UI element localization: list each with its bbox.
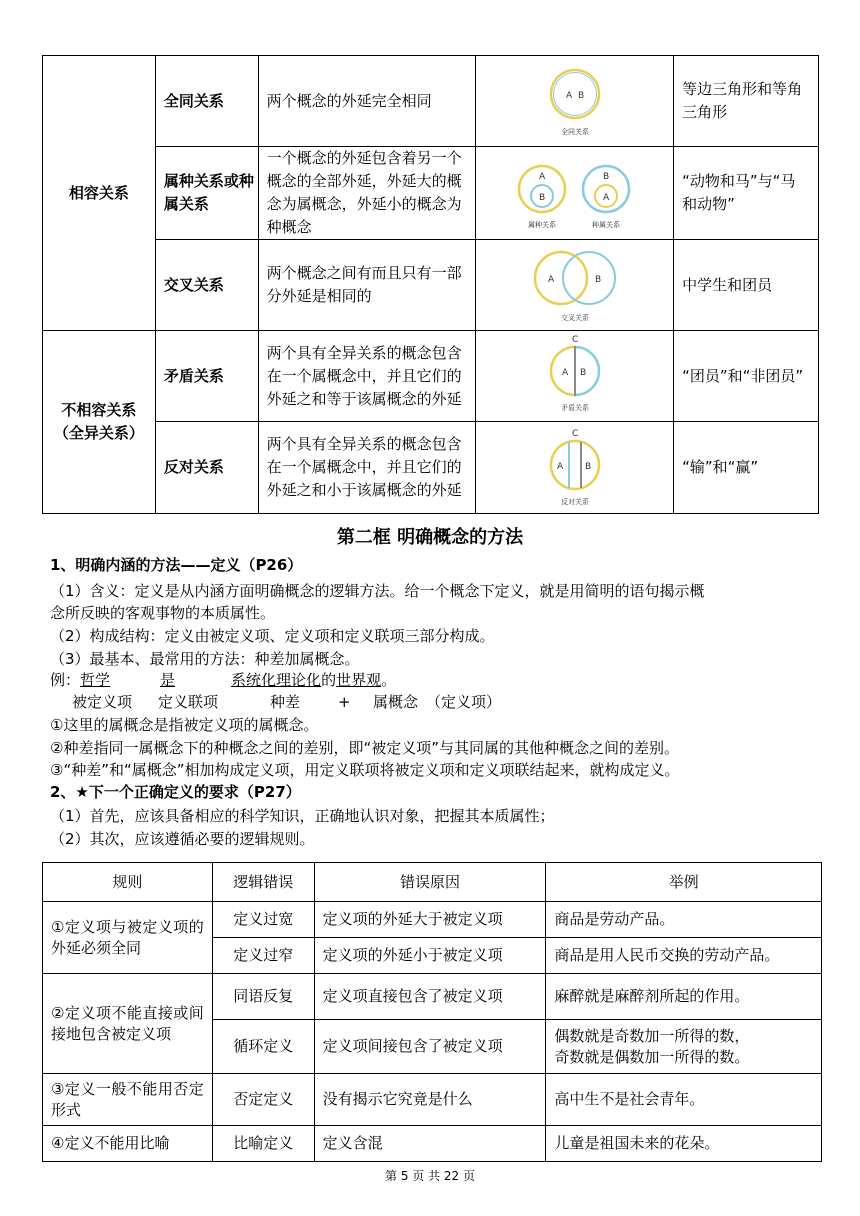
error-cell: 否定定义 (212, 1074, 314, 1126)
label-a: A (556, 461, 563, 472)
table-row (43, 1074, 822, 1126)
contradictory-diagram (476, 331, 674, 422)
relation-example: 中学生和团员 (674, 240, 819, 331)
reason-cell: 定义项直接包含了被定义项 (314, 974, 546, 1020)
table-row (43, 56, 819, 147)
example-difference: 系统化理论化 (231, 671, 322, 689)
column-header: 规则 (43, 863, 213, 902)
column-header: 举例 (546, 863, 822, 902)
paragraph: （1）首先，应该具备相应的科学知识，正确地认识对象，把握其本质属性； (50, 807, 555, 825)
section-title: 第二框 明确概念的方法 (336, 527, 524, 548)
page-footer: 第 5 页 共 22 页 (385, 1169, 475, 1183)
table-row (43, 902, 822, 938)
note: ①这里的属概念是指被定义项的属概念。 (50, 716, 319, 734)
diagram-caption: 全同关系 (560, 128, 589, 136)
diagram-caption: 属种关系 (527, 221, 556, 229)
relation-name: 反对关系 (155, 422, 258, 514)
note: ②种差指同一属概念下的种概念之间的差别，即“被定义项”与其同属的其他种概念之间的差别。 (50, 739, 679, 757)
example-cell: 儿童是祖国未来的花朵。 (546, 1126, 822, 1162)
venn-circle-b (553, 73, 596, 116)
relation-name: 矛盾关系 (155, 331, 258, 422)
example-genus: 世界观 (336, 671, 382, 689)
paragraph: （2）其次，应该遵循必要的逻辑规则。 (50, 830, 315, 848)
rule-cell: ③定义一般不能用否定形式 (43, 1074, 213, 1126)
relation-example: “输”和“赢” (674, 422, 819, 514)
relation-description: 一个概念的外延包含着另一个概念的全部外延，外延大的概念为属概念，外延小的概念为种概念 (258, 147, 476, 240)
label-c: C (571, 428, 578, 439)
half-circle-b (575, 347, 599, 395)
label-a: A (547, 275, 554, 285)
label-definiendum: 被定义项 (72, 693, 133, 711)
error-cell: 循环定义 (212, 1020, 314, 1074)
relation-description: 两个具有全异关系的概念包含在一个属概念中，并且它们的外延之和小于该属概念的外延 (258, 422, 476, 514)
relation-description: 两个概念之间有而且只有一部分外延是相同的 (258, 240, 476, 331)
reason-cell: 定义含混 (314, 1126, 546, 1162)
diagram-caption: 矛盾关系 (560, 404, 589, 412)
example-cell: 麻醉就是麻醉剂所起的作用。 (546, 974, 822, 1020)
table-row (43, 331, 819, 422)
relation-example: 等边三角形和等角三角形 (674, 56, 819, 147)
relation-name: 全同关系 (155, 56, 258, 147)
label-copula: 定义联项 (158, 693, 219, 711)
identity-diagram (476, 56, 674, 147)
label-a: A (538, 172, 545, 182)
reason-cell: 定义项间接包含了被定义项 (314, 1020, 546, 1074)
concept-relations-table (42, 55, 819, 514)
relation-description: 两个概念的外延完全相同 (258, 56, 476, 147)
error-cell: 定义过宽 (212, 902, 314, 938)
example-line: 偶数就是奇数加一所得的数， (554, 1026, 750, 1045)
error-cell: 比喻定义 (212, 1126, 314, 1162)
table-row (43, 240, 819, 331)
label-b: B (538, 193, 545, 203)
table-row (43, 422, 819, 514)
diagram-caption: 反对关系 (560, 497, 589, 506)
example-prefix: 例： (50, 671, 81, 689)
relation-description: 两个具有全异关系的概念包含在一个属概念中，并且它们的外延之和等于该属概念的外延 (258, 331, 476, 422)
example-term: 哲学 (80, 671, 111, 689)
heading-2: 2、★下一个正确定义的要求（P27） (50, 783, 301, 801)
relation-name: 属种关系或种属关系 (155, 147, 258, 240)
label-b: B (584, 461, 591, 472)
group-label-compatible: 相容关系 (43, 56, 156, 331)
rule-cell: ④定义不能用比喻 (43, 1126, 213, 1162)
diagram-caption: 交叉关系 (560, 314, 589, 322)
diagram-caption: 种属关系 (591, 221, 620, 229)
example-cell: 高中生不是社会青年。 (546, 1074, 822, 1126)
rule-cell: ②定义项不能直接或间接地包含被定义项 (43, 974, 213, 1074)
relation-name: 交叉关系 (155, 240, 258, 331)
label-a: A (565, 91, 572, 101)
label-plus: + (338, 693, 351, 711)
definition-rules-table (42, 862, 822, 1162)
group-label-incompatible: 不相容关系（全异关系） (43, 331, 156, 514)
error-cell: 定义过窄 (212, 938, 314, 974)
example-line: 奇数就是偶数加一所得的数。 (554, 1047, 750, 1066)
label-b: B (577, 91, 584, 101)
table-header-row (43, 863, 822, 902)
label-b: B (602, 172, 609, 182)
reason-cell: 没有揭示它究竟是什么 (314, 1074, 546, 1126)
label-a: A (561, 368, 568, 378)
note: ③“种差”和“属概念”相加构成定义项，用定义联项将被定义项和定义项联结起来，就构成定义。 (50, 761, 680, 779)
table-row (43, 1126, 822, 1162)
paragraph: （2）构成结构：定义由被定义项、定义项和定义联项三部分构成。 (50, 627, 495, 645)
intersection-diagram (476, 240, 674, 331)
relation-example: “动物和马”与“马和动物” (674, 147, 819, 240)
example-period: 。 (381, 671, 397, 689)
example-cell: 商品是用人民币交换的劳动产品。 (546, 938, 822, 974)
paragraph: （1）含义：定义是从内涵方面明确概念的逻辑方法。给一个概念下定义，就是用简明的语句揭示概 (50, 582, 705, 600)
label-difference: 种差 (270, 693, 301, 711)
example-cell: 商品是劳动产品。 (546, 902, 822, 938)
example-particle: 的 (321, 671, 337, 689)
label-b: B (579, 368, 586, 378)
table-row (43, 974, 822, 1020)
contrary-diagram (476, 422, 674, 514)
example-sentence (50, 670, 396, 690)
reason-cell: 定义项的外延小于被定义项 (314, 938, 546, 974)
label-b: B (594, 275, 601, 285)
venn-circle-b (563, 252, 615, 304)
rule-cell: ①定义项与被定义项的外延必须全同 (43, 902, 213, 974)
column-header: 错误原因 (314, 863, 546, 902)
paragraph: 念所反映的客观事物的本质属性。 (50, 604, 276, 622)
error-cell: 同语反复 (212, 974, 314, 1020)
heading-1: 1、明确内涵的方法——定义（P26） (50, 556, 303, 574)
genus-species-diagram (476, 147, 674, 240)
venn-circle-a (535, 252, 587, 304)
label-c: C (571, 335, 578, 345)
reason-cell: 定义项的外延大于被定义项 (314, 902, 546, 938)
relation-example: “团员”和“非团员” (674, 331, 819, 422)
example-copula: 是 (160, 671, 176, 689)
column-header: 逻辑错误 (212, 863, 314, 902)
label-definiens: （定义项） (426, 693, 502, 711)
example-cell (546, 1020, 822, 1074)
label-genus: 属概念 (373, 693, 419, 711)
table-row (43, 147, 819, 240)
paragraph: （3）最基本、最常用的方法：种差加属概念。 (50, 650, 360, 668)
venn-circle-a (551, 70, 599, 118)
label-a: A (602, 193, 609, 203)
